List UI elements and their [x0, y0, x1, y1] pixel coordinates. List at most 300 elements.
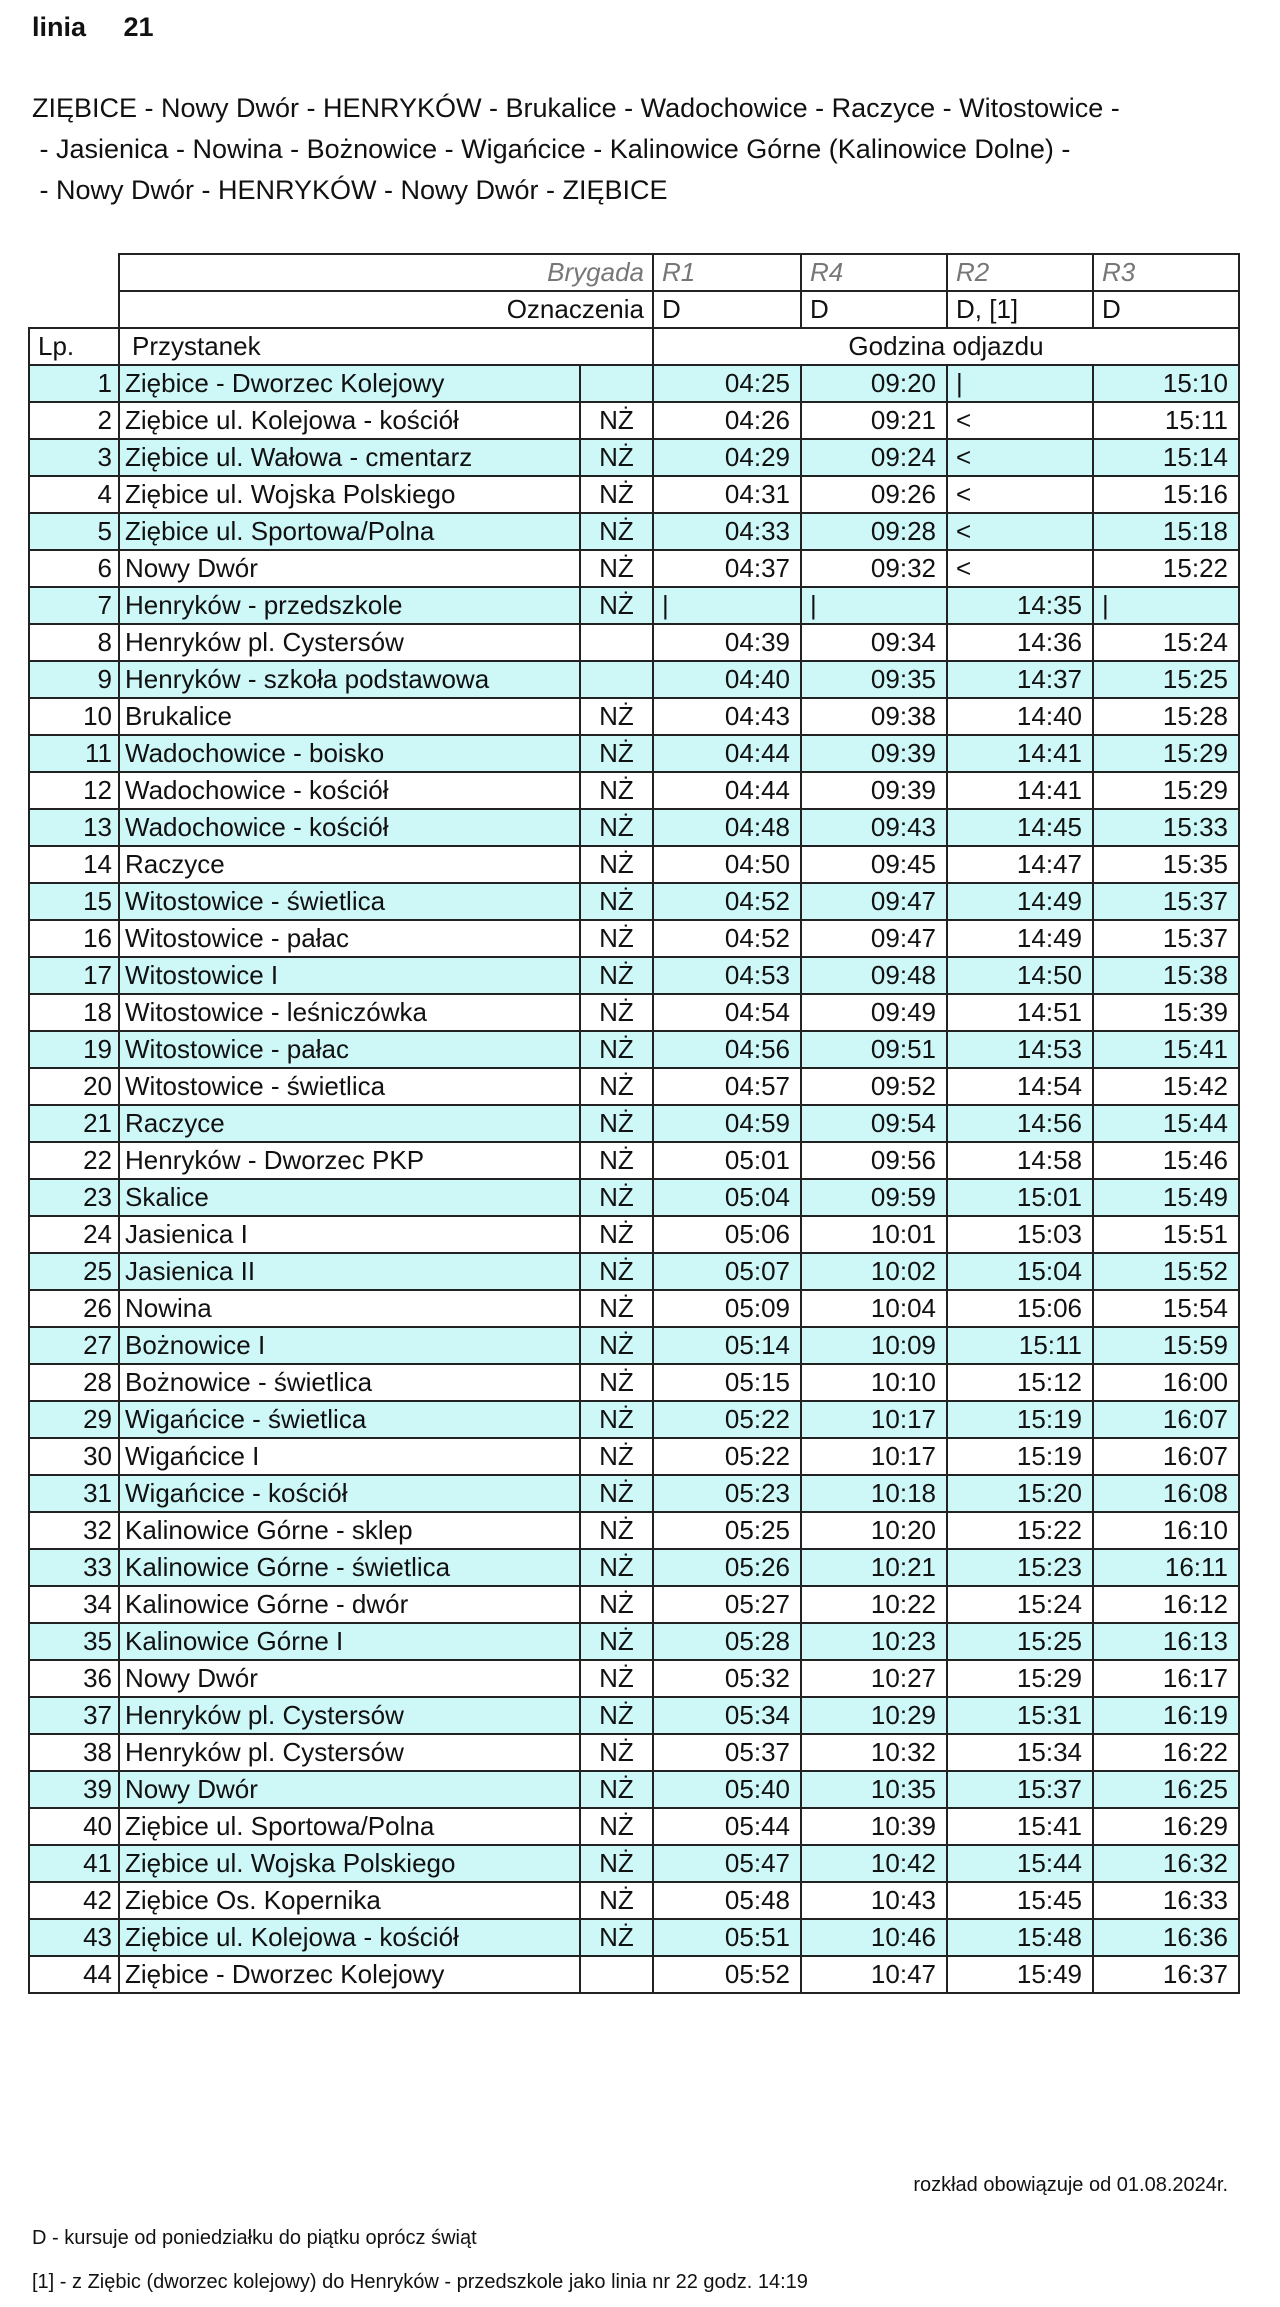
departure-time: 15:44: [947, 1845, 1093, 1882]
departure-time: 04:50: [653, 846, 801, 883]
departure-time: 16:32: [1093, 1845, 1239, 1882]
table-row: [29, 994, 1239, 1031]
departure-time: 16:37: [1093, 1956, 1239, 1993]
row-number: 34: [29, 1586, 119, 1623]
table-row: [29, 1253, 1239, 1290]
on-request-flag: NŻ: [580, 1771, 653, 1808]
departure-time: 10:17: [801, 1438, 947, 1475]
departure-time: 15:20: [947, 1475, 1093, 1512]
departure-time: 05:51: [653, 1919, 801, 1956]
departure-time: 10:17: [801, 1401, 947, 1438]
departure-time: 10:35: [801, 1771, 947, 1808]
on-request-flag: NŻ: [580, 1586, 653, 1623]
on-request-flag: NŻ: [580, 957, 653, 994]
brigade-r1: R1: [653, 254, 801, 291]
departure-time: 05:22: [653, 1401, 801, 1438]
on-request-flag: NŻ: [580, 698, 653, 735]
departure-time: <: [947, 476, 1093, 513]
departure-time: 16:11: [1093, 1549, 1239, 1586]
row-number: 42: [29, 1882, 119, 1919]
departure-time: 05:01: [653, 1142, 801, 1179]
departure-time: 10:29: [801, 1697, 947, 1734]
departure-time: 15:24: [947, 1586, 1093, 1623]
table-row: [29, 1882, 1239, 1919]
on-request-flag: [580, 661, 653, 698]
col-lp-header: Lp.: [29, 328, 119, 365]
table-row: [29, 587, 1239, 624]
departure-time: 09:38: [801, 698, 947, 735]
departure-time: 15:24: [1093, 624, 1239, 661]
row-number: 29: [29, 1401, 119, 1438]
table-row: [29, 920, 1239, 957]
departure-time: 09:39: [801, 735, 947, 772]
departure-time: 09:59: [801, 1179, 947, 1216]
departure-time: 04:26: [653, 402, 801, 439]
on-request-flag: NŻ: [580, 1031, 653, 1068]
table-row: [29, 1919, 1239, 1956]
departure-time: 10:32: [801, 1734, 947, 1771]
col-stop-header: Przystanek: [119, 328, 653, 365]
row-number: 44: [29, 1956, 119, 1993]
line-label: linia: [32, 12, 87, 42]
table-row: [29, 1808, 1239, 1845]
stop-name: Nowy Dwór: [119, 1771, 580, 1808]
departure-time: 15:52: [1093, 1253, 1239, 1290]
stop-name: Wadochowice - kościół: [119, 809, 580, 846]
departure-time: 15:04: [947, 1253, 1093, 1290]
departure-time: 04:53: [653, 957, 801, 994]
departure-time: 15:49: [1093, 1179, 1239, 1216]
departure-time: 04:48: [653, 809, 801, 846]
departure-time: 15:48: [947, 1919, 1093, 1956]
stop-name: Ziębice Os. Kopernika: [119, 1882, 580, 1919]
table-row: [29, 1068, 1239, 1105]
departure-time: 04:25: [653, 365, 801, 402]
stop-name: Nowy Dwór: [119, 1660, 580, 1697]
marks-row: [29, 291, 1239, 328]
row-number: 5: [29, 513, 119, 550]
departure-time: 10:42: [801, 1845, 947, 1882]
departure-time: 15:16: [1093, 476, 1239, 513]
departure-time: 04:52: [653, 920, 801, 957]
departure-time: 14:41: [947, 735, 1093, 772]
on-request-flag: NŻ: [580, 550, 653, 587]
mark-r1: D: [653, 291, 801, 328]
departure-time: 10:21: [801, 1549, 947, 1586]
table-row: [29, 1364, 1239, 1401]
stop-name: Ziębice ul. Wojska Polskiego: [119, 1845, 580, 1882]
departure-time: 15:37: [1093, 920, 1239, 957]
table-row: [29, 1475, 1239, 1512]
timetable-body: [29, 365, 1239, 1993]
departure-time: |: [653, 587, 801, 624]
table-row: [29, 698, 1239, 735]
table-row: [29, 1734, 1239, 1771]
on-request-flag: [580, 365, 653, 402]
row-number: 33: [29, 1549, 119, 1586]
note-d: D - kursuje od poniedziałku do piątku oprócz świąt: [32, 2227, 477, 2249]
column-header-row: [29, 328, 1239, 365]
departure-time: 16:13: [1093, 1623, 1239, 1660]
on-request-flag: NŻ: [580, 809, 653, 846]
departure-time: 15:10: [1093, 365, 1239, 402]
stop-name: Raczyce: [119, 1105, 580, 1142]
on-request-flag: NŻ: [580, 513, 653, 550]
stop-name: Witostowice - pałac: [119, 920, 580, 957]
row-number: 10: [29, 698, 119, 735]
departure-time: 04:54: [653, 994, 801, 1031]
departure-time: 09:47: [801, 920, 947, 957]
on-request-flag: NŻ: [580, 1623, 653, 1660]
row-number: 4: [29, 476, 119, 513]
departure-time: 05:48: [653, 1882, 801, 1919]
stop-name: Witostowice - leśniczówka: [119, 994, 580, 1031]
stop-name: Skalice: [119, 1179, 580, 1216]
departure-time: 09:32: [801, 550, 947, 587]
col-departure-header: Godzina odjazdu: [653, 328, 1239, 365]
stop-name: Ziębice ul. Wałowa - cmentarz: [119, 439, 580, 476]
row-number: 26: [29, 1290, 119, 1327]
route-line-2: - Jasienica - Nowina - Bożnowice - Wigańcice - Kalinowice Górne (Kalinowice Dolne) -: [32, 134, 1071, 164]
row-number: 3: [29, 439, 119, 476]
departure-time: 15:38: [1093, 957, 1239, 994]
departure-time: 10:39: [801, 1808, 947, 1845]
brigade-r2: R2: [947, 254, 1093, 291]
table-row: [29, 1327, 1239, 1364]
table-row: [29, 809, 1239, 846]
on-request-flag: NŻ: [580, 1401, 653, 1438]
row-number: 6: [29, 550, 119, 587]
stop-name: Henryków pl. Cystersów: [119, 1734, 580, 1771]
stop-name: Ziębice ul. Sportowa/Polna: [119, 513, 580, 550]
table-row: [29, 1549, 1239, 1586]
stop-name: Kalinowice Górne I: [119, 1623, 580, 1660]
departure-time: 09:34: [801, 624, 947, 661]
on-request-flag: NŻ: [580, 1068, 653, 1105]
departure-time: <: [947, 439, 1093, 476]
departure-time: 04:52: [653, 883, 801, 920]
row-number: 40: [29, 1808, 119, 1845]
line-title: [32, 12, 154, 43]
departure-time: 15:28: [1093, 698, 1239, 735]
departure-time: 15:19: [947, 1401, 1093, 1438]
blank-cell: [29, 291, 119, 328]
departure-time: 04:57: [653, 1068, 801, 1105]
departure-time: 05:07: [653, 1253, 801, 1290]
departure-time: 04:29: [653, 439, 801, 476]
departure-time: 15:51: [1093, 1216, 1239, 1253]
departure-time: 10:23: [801, 1623, 947, 1660]
departure-time: 04:44: [653, 772, 801, 809]
stop-name: Wigańcice I: [119, 1438, 580, 1475]
stop-name: Witostowice I: [119, 957, 580, 994]
departure-time: 10:18: [801, 1475, 947, 1512]
departure-time: 15:44: [1093, 1105, 1239, 1142]
departure-time: <: [947, 513, 1093, 550]
table-row: [29, 1105, 1239, 1142]
departure-time: 15:39: [1093, 994, 1239, 1031]
departure-time: 10:10: [801, 1364, 947, 1401]
row-number: 23: [29, 1179, 119, 1216]
departure-time: 14:58: [947, 1142, 1093, 1179]
stop-name: Ziębice ul. Sportowa/Polna: [119, 1808, 580, 1845]
departure-time: 16:22: [1093, 1734, 1239, 1771]
stop-name: Kalinowice Górne - świetlica: [119, 1549, 580, 1586]
departure-time: 09:56: [801, 1142, 947, 1179]
table-row: [29, 550, 1239, 587]
brigade-row: [29, 254, 1239, 291]
row-number: 25: [29, 1253, 119, 1290]
row-number: 41: [29, 1845, 119, 1882]
row-number: 21: [29, 1105, 119, 1142]
on-request-flag: NŻ: [580, 1438, 653, 1475]
on-request-flag: NŻ: [580, 1734, 653, 1771]
departure-time: 15:03: [947, 1216, 1093, 1253]
departure-time: 10:47: [801, 1956, 947, 1993]
departure-time: 15:31: [947, 1697, 1093, 1734]
departure-time: 16:33: [1093, 1882, 1239, 1919]
stop-name: Nowy Dwór: [119, 550, 580, 587]
departure-time: 15:46: [1093, 1142, 1239, 1179]
stop-name: Wigańcice - kościół: [119, 1475, 580, 1512]
row-number: 32: [29, 1512, 119, 1549]
departure-time: 09:54: [801, 1105, 947, 1142]
departure-time: 15:18: [1093, 513, 1239, 550]
departure-time: 15:37: [947, 1771, 1093, 1808]
departure-time: 14:36: [947, 624, 1093, 661]
departure-time: 15:29: [1093, 735, 1239, 772]
table-row: [29, 772, 1239, 809]
row-number: 38: [29, 1734, 119, 1771]
table-row: [29, 1623, 1239, 1660]
departure-time: 15:19: [947, 1438, 1093, 1475]
line-number: 21: [123, 12, 154, 42]
route-line-3: - Nowy Dwór - HENRYKÓW - Nowy Dwór - ZIĘBICE: [32, 175, 668, 205]
table-row: [29, 1771, 1239, 1808]
departure-time: 05:28: [653, 1623, 801, 1660]
departure-time: 15:37: [1093, 883, 1239, 920]
on-request-flag: NŻ: [580, 1105, 653, 1142]
stop-name: Henryków pl. Cystersów: [119, 1697, 580, 1734]
table-row: [29, 439, 1239, 476]
departure-time: <: [947, 550, 1093, 587]
row-number: 17: [29, 957, 119, 994]
on-request-flag: NŻ: [580, 1364, 653, 1401]
departure-time: 05:14: [653, 1327, 801, 1364]
row-number: 22: [29, 1142, 119, 1179]
row-number: 12: [29, 772, 119, 809]
row-number: 19: [29, 1031, 119, 1068]
departure-time: 14:56: [947, 1105, 1093, 1142]
departure-time: 15:25: [947, 1623, 1093, 1660]
departure-time: 16:08: [1093, 1475, 1239, 1512]
table-row: [29, 1401, 1239, 1438]
departure-time: <: [947, 402, 1093, 439]
on-request-flag: [580, 1956, 653, 1993]
departure-time: 09:26: [801, 476, 947, 513]
departure-time: 09:24: [801, 439, 947, 476]
stop-name: Wigańcice - świetlica: [119, 1401, 580, 1438]
row-number: 37: [29, 1697, 119, 1734]
table-row: [29, 1438, 1239, 1475]
departure-time: 16:25: [1093, 1771, 1239, 1808]
row-number: 30: [29, 1438, 119, 1475]
departure-time: 04:43: [653, 698, 801, 735]
departure-time: 04:44: [653, 735, 801, 772]
on-request-flag: NŻ: [580, 1253, 653, 1290]
departure-time: 05:22: [653, 1438, 801, 1475]
table-row: [29, 402, 1239, 439]
on-request-flag: NŻ: [580, 1179, 653, 1216]
departure-time: 15:59: [1093, 1327, 1239, 1364]
table-row: [29, 1142, 1239, 1179]
departure-time: 10:43: [801, 1882, 947, 1919]
departure-time: 05:37: [653, 1734, 801, 1771]
departure-time: 16:19: [1093, 1697, 1239, 1734]
departure-time: 15:23: [947, 1549, 1093, 1586]
stop-name: Witostowice - świetlica: [119, 1068, 580, 1105]
departure-time: 05:40: [653, 1771, 801, 1808]
row-number: 15: [29, 883, 119, 920]
departure-time: 05:09: [653, 1290, 801, 1327]
row-number: 27: [29, 1327, 119, 1364]
row-number: 28: [29, 1364, 119, 1401]
departure-time: 14:35: [947, 587, 1093, 624]
stop-name: Raczyce: [119, 846, 580, 883]
departure-time: 14:40: [947, 698, 1093, 735]
row-number: 18: [29, 994, 119, 1031]
brigade-r3: R3: [1093, 254, 1239, 291]
row-number: 14: [29, 846, 119, 883]
table-row: [29, 1660, 1239, 1697]
on-request-flag: NŻ: [580, 1142, 653, 1179]
departure-time: 15:12: [947, 1364, 1093, 1401]
departure-time: 05:04: [653, 1179, 801, 1216]
departure-time: 15:06: [947, 1290, 1093, 1327]
departure-time: 15:41: [1093, 1031, 1239, 1068]
departure-time: 16:12: [1093, 1586, 1239, 1623]
departure-time: 14:37: [947, 661, 1093, 698]
table-row: [29, 1031, 1239, 1068]
timetable: [28, 253, 1240, 1994]
departure-time: 10:04: [801, 1290, 947, 1327]
brigade-r4: R4: [801, 254, 947, 291]
on-request-flag: NŻ: [580, 920, 653, 957]
row-number: 16: [29, 920, 119, 957]
departure-time: 15:35: [1093, 846, 1239, 883]
row-number: 24: [29, 1216, 119, 1253]
table-row: [29, 1697, 1239, 1734]
departure-time: 04:39: [653, 624, 801, 661]
on-request-flag: NŻ: [580, 1919, 653, 1956]
departure-time: 16:29: [1093, 1808, 1239, 1845]
on-request-flag: NŻ: [580, 1549, 653, 1586]
on-request-flag: NŻ: [580, 1882, 653, 1919]
departure-time: |: [801, 587, 947, 624]
departure-time: 05:34: [653, 1697, 801, 1734]
departure-time: 14:54: [947, 1068, 1093, 1105]
table-row: [29, 624, 1239, 661]
departure-time: 05:32: [653, 1660, 801, 1697]
table-row: [29, 1290, 1239, 1327]
departure-time: 04:56: [653, 1031, 801, 1068]
on-request-flag: NŻ: [580, 1808, 653, 1845]
departure-time: 04:40: [653, 661, 801, 698]
brigade-label: Brygada: [119, 254, 653, 291]
departure-time: 09:21: [801, 402, 947, 439]
departure-time: 15:45: [947, 1882, 1093, 1919]
departure-time: 10:27: [801, 1660, 947, 1697]
departure-time: 14:47: [947, 846, 1093, 883]
row-number: 9: [29, 661, 119, 698]
row-number: 8: [29, 624, 119, 661]
departure-time: 05:15: [653, 1364, 801, 1401]
departure-time: 16:10: [1093, 1512, 1239, 1549]
table-row: [29, 1512, 1239, 1549]
table-row: [29, 1845, 1239, 1882]
row-number: 11: [29, 735, 119, 772]
marks-label: Oznaczenia: [119, 291, 653, 328]
stop-name: Witostowice - świetlica: [119, 883, 580, 920]
row-number: 35: [29, 1623, 119, 1660]
departure-time: 15:29: [1093, 772, 1239, 809]
departure-time: 05:25: [653, 1512, 801, 1549]
blank-cell: [29, 254, 119, 291]
stop-name: Ziębice ul. Kolejowa - kościół: [119, 402, 580, 439]
on-request-flag: NŻ: [580, 1512, 653, 1549]
stop-name: Witostowice - pałac: [119, 1031, 580, 1068]
on-request-flag: [580, 624, 653, 661]
row-number: 1: [29, 365, 119, 402]
departure-time: 15:54: [1093, 1290, 1239, 1327]
table-row: [29, 1216, 1239, 1253]
departure-time: 16:07: [1093, 1438, 1239, 1475]
departure-time: 14:45: [947, 809, 1093, 846]
departure-time: 15:33: [1093, 809, 1239, 846]
departure-time: 04:31: [653, 476, 801, 513]
departure-time: 09:48: [801, 957, 947, 994]
departure-time: 15:29: [947, 1660, 1093, 1697]
departure-time: 10:02: [801, 1253, 947, 1290]
stop-name: Ziębice - Dworzec Kolejowy: [119, 365, 580, 402]
departure-time: 15:22: [947, 1512, 1093, 1549]
departure-time: 05:26: [653, 1549, 801, 1586]
departure-time: 05:06: [653, 1216, 801, 1253]
stop-name: Henryków - Dworzec PKP: [119, 1142, 580, 1179]
row-number: 20: [29, 1068, 119, 1105]
departure-time: 15:22: [1093, 550, 1239, 587]
departure-time: 15:11: [1093, 402, 1239, 439]
mark-r3: D: [1093, 291, 1239, 328]
departure-time: 09:51: [801, 1031, 947, 1068]
note-1: [1] - z Ziębic (dworzec kolejowy) do Henryków - przedszkole jako linia nr 22 godz. 14:19: [32, 2271, 808, 2293]
departure-time: 16:36: [1093, 1919, 1239, 1956]
departure-time: 14:53: [947, 1031, 1093, 1068]
table-row: [29, 1956, 1239, 1993]
on-request-flag: NŻ: [580, 1660, 653, 1697]
departure-time: 14:41: [947, 772, 1093, 809]
stop-name: Henryków - przedszkole: [119, 587, 580, 624]
departure-time: |: [947, 365, 1093, 402]
on-request-flag: NŻ: [580, 772, 653, 809]
departure-time: 09:35: [801, 661, 947, 698]
departure-time: 16:07: [1093, 1401, 1239, 1438]
departure-time: 10:09: [801, 1327, 947, 1364]
on-request-flag: NŻ: [580, 1327, 653, 1364]
table-row: [29, 1586, 1239, 1623]
departure-time: 15:34: [947, 1734, 1093, 1771]
stop-name: Bożnowice I: [119, 1327, 580, 1364]
